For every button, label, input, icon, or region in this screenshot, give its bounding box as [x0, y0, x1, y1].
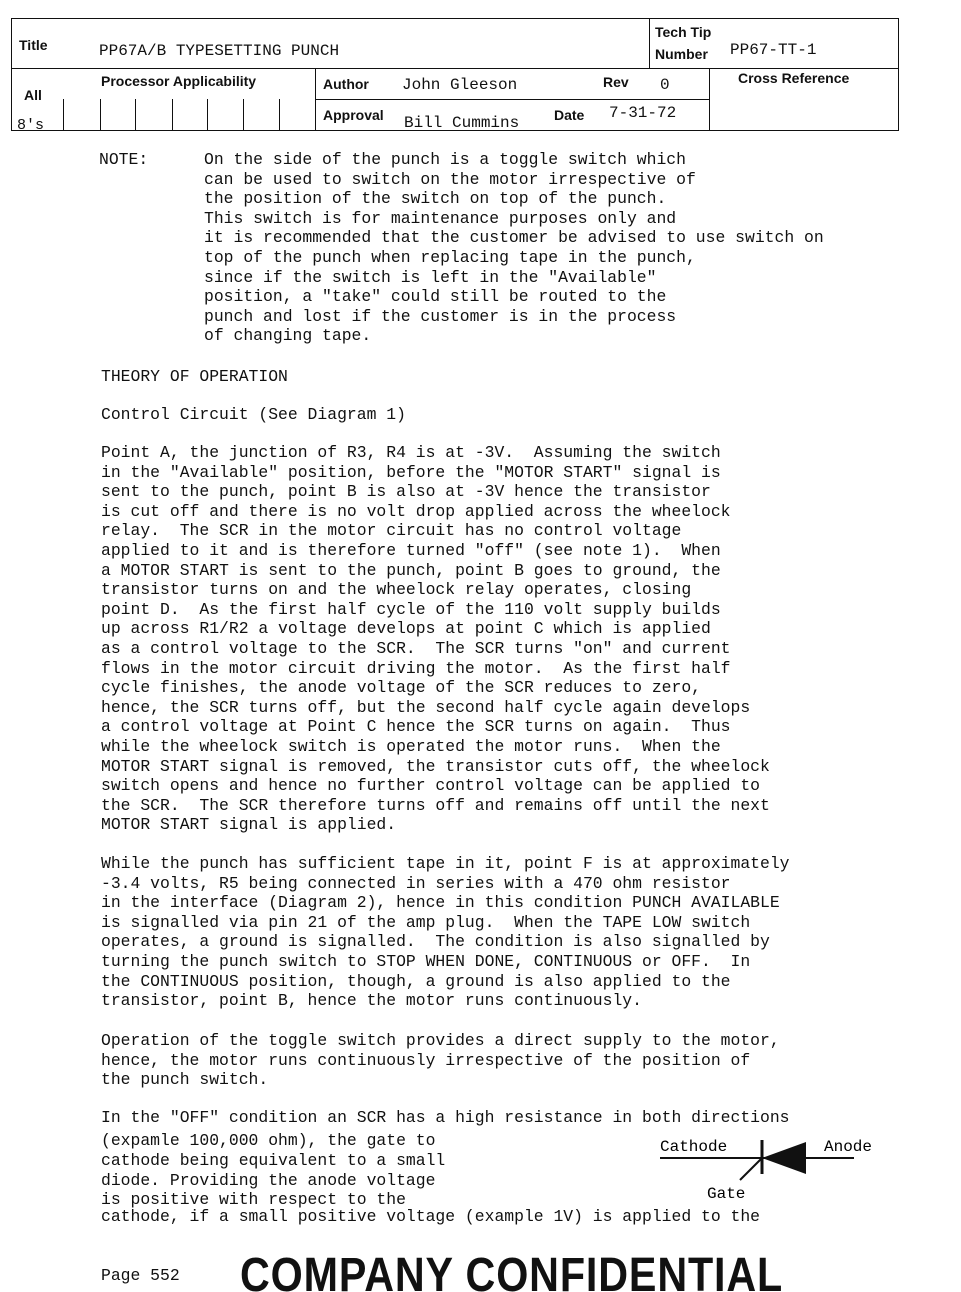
processor-tick [172, 99, 173, 131]
note-line: it is recommended that the customer be advised to use switch on [204, 228, 824, 248]
scr-symbol-diagram [650, 1128, 890, 1208]
processor-tick [100, 99, 101, 131]
processor-tick [63, 99, 64, 131]
paragraph-line: cycle finishes, the anode voltage of the SCR reduces to zero, [101, 678, 701, 698]
header-form [0, 0, 961, 140]
paragraph-line: MOTOR START signal is removed, the transistor cuts off, the wheelock [101, 756, 770, 776]
paragraph-line: applied to it and is therefore turned "off" (see note 1). When [101, 541, 721, 560]
processor-tick [207, 99, 208, 131]
approval-value: Bill Cummins [404, 114, 520, 132]
processor-applicability-label: Processor Applicability [101, 73, 257, 89]
paragraph-line: MOTOR START signal is applied. [101, 815, 397, 835]
paragraph-line: in the interface (Diagram 2), hence in this condition PUNCH AVAILABLE [101, 893, 780, 913]
scr-triangle [762, 1142, 806, 1174]
author-approval-divider [315, 99, 710, 100]
date-value: 7-31-72 [609, 104, 677, 122]
paragraph-line: the punch switch. [101, 1070, 269, 1090]
title-label: Title [19, 37, 48, 53]
paragraph-line: point D. As the first half cycle of the 110 volt supply builds [101, 599, 721, 619]
note-label: NOTE: [99, 150, 149, 169]
confidential-stamp: COMPANY CONFIDENTIAL [240, 1249, 784, 1292]
rev-label: Rev [603, 74, 629, 90]
paragraph-line: flows in the motor circuit driving the motor. As the first half [101, 658, 731, 678]
paragraph-line: turning the punch switch to STOP WHEN DONE, CONTINUOUS or OFF. In [101, 952, 751, 971]
paragraph-line: transistor turns on and the wheelock relay operates, closing [101, 580, 692, 600]
tech-tip-value: PP67-TT-1 [730, 41, 817, 59]
subheading: Control Circuit (See Diagram 1) [101, 405, 406, 424]
paragraph-line: the SCR. The SCR therefore turns off and remains off until the next [101, 795, 770, 815]
note-line: the position of the switch on top of the punch. [204, 189, 667, 209]
scr-gate-lead [740, 1158, 762, 1180]
paragraph-line: switch opens and hence no further control voltage can be applied to [101, 776, 761, 796]
note-line: punch and lost if the customer is in the process [204, 306, 677, 326]
paragraph-line: cathode being equivalent to a small [101, 1151, 446, 1170]
paragraph-line: the CONTINUOUS position, though, a ground is also applied to the [101, 971, 731, 991]
author-label: Author [323, 76, 369, 92]
scr-symbol-icon [650, 1128, 890, 1208]
cathode-label: Cathode [660, 1138, 728, 1156]
note-line: top of the punch when replacing tape in the punch, [204, 248, 696, 267]
page-number: Page 552 [101, 1266, 180, 1285]
paragraph-line: is positive with respect to the [101, 1190, 406, 1209]
paragraph-line: is cut off and there is no volt drop applied across the wheelock [101, 501, 731, 521]
note-line: position, a "take" could still be routed to the [204, 287, 667, 307]
section-heading: THEORY OF OPERATION [101, 367, 288, 386]
paragraph-line: hence, the motor runs continuously irrespective of the position of [101, 1050, 751, 1070]
paragraph-line: transistor, point B, hence the motor runs continuously. [101, 991, 642, 1011]
paragraph-line: up across R1/R2 a voltage develops at point C which is applied [101, 619, 711, 639]
processor-tick [135, 99, 136, 131]
all-label: All [24, 87, 42, 103]
note-line: On the side of the punch is a toggle switch which [204, 150, 686, 169]
paragraph-line: is signalled via pin 21 of the amp plug. When the TAPE LOW switch [101, 912, 751, 932]
cross-reference-label: Cross Reference [738, 70, 850, 86]
paragraph-line: cathode, if a small positive voltage (example 1V) is applied to the [101, 1207, 761, 1226]
date-label: Date [554, 107, 585, 123]
note-line: This switch is for maintenance purposes only and [204, 208, 677, 228]
paragraph-line: Point A, the junction of R3, R4 is at -3V. Assuming the switch [101, 443, 721, 462]
anode-label: Anode [824, 1138, 873, 1156]
processor-tick [279, 99, 280, 131]
note-line: can be used to switch on the motor irrespective of [204, 169, 696, 189]
header-divider [11, 68, 899, 69]
paragraph-line: (expamle 100,000 ohm), the gate to [101, 1131, 436, 1150]
paragraph-line: relay. The SCR in the motor circuit has no control voltage [101, 521, 682, 541]
paragraph-line: operates, a ground is signalled. The condition is also signalled by [101, 932, 770, 952]
paragraph-line: In the "OFF" condition an SCR has a high resistance in both directions [101, 1108, 790, 1127]
tech-tip-label: Tech Tip [655, 24, 712, 40]
paragraph-line: a control voltage at Point C hence the SCR turns on again. Thus [101, 717, 731, 737]
gate-label: Gate [707, 1185, 746, 1203]
rev-value: 0 [660, 76, 670, 94]
paragraph-line: While the punch has sufficient tape in it, point F is at approximately [101, 854, 790, 873]
note-line: since if the switch is left in the "Available" [204, 267, 657, 287]
paragraph-line: while the wheelock switch is operated the motor runs. When the [101, 737, 721, 756]
author-value: John Gleeson [402, 76, 518, 94]
paragraph-line: Operation of the toggle switch provides a direct supply to the motor, [101, 1031, 780, 1050]
eights-label: 8's [17, 117, 45, 134]
paragraph-line: in the "Available" position, before the "MOTOR START" signal is [101, 462, 721, 482]
approval-label: Approval [323, 107, 384, 123]
title-value: PP67A/B TYPESETTING PUNCH [99, 42, 340, 60]
paragraph-line: diode. Providing the anode voltage [101, 1171, 436, 1190]
note-line: of changing tape. [204, 326, 372, 346]
paragraph-line: sent to the punch, point B is also at -3V hence the transistor [101, 482, 711, 502]
tech-tip-number-label: Number [655, 46, 708, 62]
paragraph-line: as a control voltage to the SCR. The SCR turns "on" and current [101, 639, 731, 658]
paragraph-line: hence, the SCR turns off, but the second half cycle again develops [101, 697, 751, 717]
tech-tip-divider [649, 18, 650, 69]
paragraph-line: -3.4 volts, R5 being connected in series with a 470 ohm resistor [101, 873, 731, 893]
paragraph-line: a MOTOR START is sent to the punch, point B goes to ground, the [101, 560, 721, 580]
processor-tick [243, 99, 244, 131]
